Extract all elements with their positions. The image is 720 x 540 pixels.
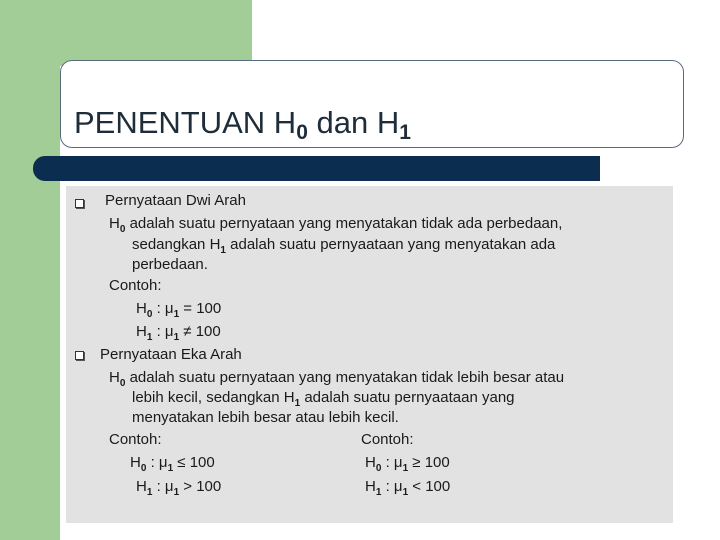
title-text-mid: dan H	[307, 105, 400, 140]
bullet-square-icon	[75, 199, 84, 208]
title-sub-1: 1	[399, 121, 411, 144]
decor-green-top	[60, 0, 252, 66]
title-sub-0: 0	[296, 121, 308, 144]
item2-example-right-h1: $H_1$ : $\mu_1 < 100$	[365, 478, 451, 498]
item2-example-left-h0: $H_0$ : $\mu_1 \le 100$	[130, 454, 215, 474]
item2-contoh-right: Contoh:	[361, 431, 414, 448]
item2-example-left-h1: $H_1$ : $\mu_1 > 100$	[136, 478, 222, 498]
slide-title	[74, 105, 411, 145]
item1-example-h0: $H_0$ : $\mu_1 = 100$	[136, 300, 222, 320]
item2-line1: $H_0$ adalah suatu pernyataan yang menyatakan tidak lebih besar atau	[109, 369, 565, 389]
item1-line1: $H_0$ adalah suatu pernyataan yang menyatakan tidak ada perbedaan,	[109, 215, 563, 235]
title-box	[60, 60, 684, 148]
bullet-square-icon	[75, 351, 84, 360]
content-panel	[66, 186, 673, 523]
item2-example-right-h0: $H_0$ : $\mu_1 \ge 100$	[365, 454, 450, 474]
item1-example-h1: $H_1$ : $\mu_1 \ne 100$	[136, 323, 221, 343]
item2-heading: Pernyataan Eka Arah	[100, 346, 242, 363]
item1-contoh: Contoh:	[109, 277, 162, 294]
item2-contoh-left: Contoh:	[109, 431, 162, 448]
decor-navy-bar	[33, 156, 600, 181]
item1-line2: sedangkan $H_1$ adalah suatu pernyaataan yang menyatakan ada	[132, 236, 556, 256]
item2-line3: menyatakan lebih besar atau lebih kecil.	[132, 409, 399, 426]
item1-heading: Pernyataan Dwi Arah	[105, 192, 246, 209]
decor-green-left	[0, 0, 60, 540]
item2-line2: lebih kecil, sedangkan $H_1$ adalah suatu pernyaataan yang	[132, 389, 515, 409]
title-text: PENENTUAN H	[74, 105, 297, 140]
item1-line3: perbedaan.	[132, 256, 208, 273]
